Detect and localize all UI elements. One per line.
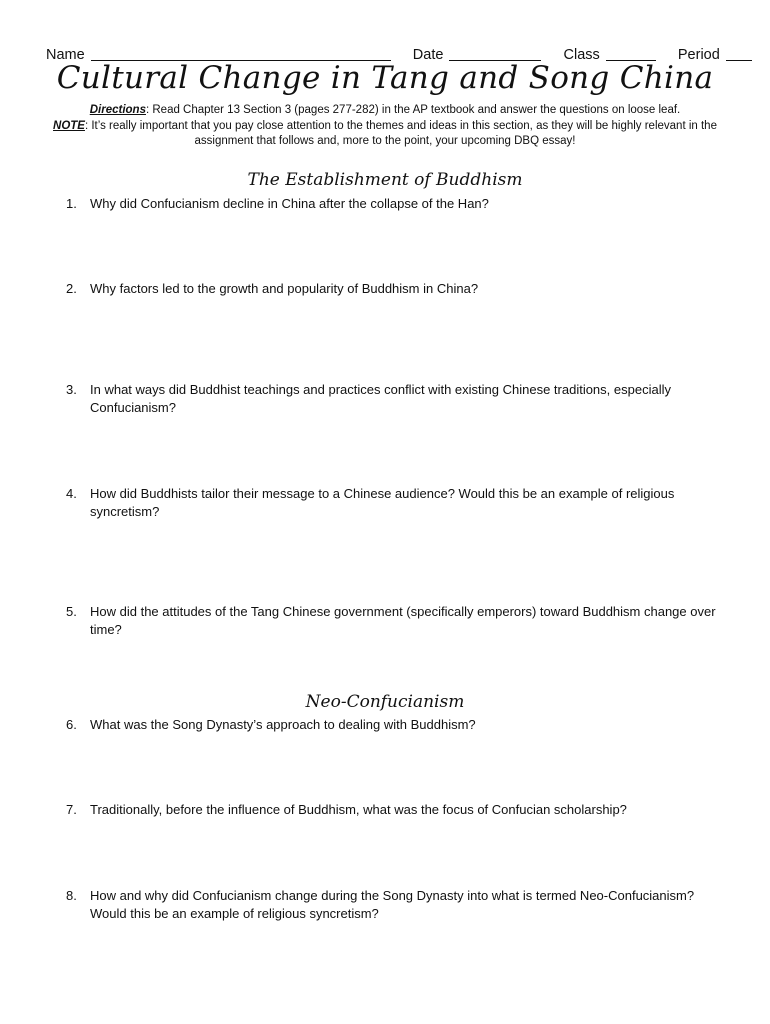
question-number: 5. [66,604,77,619]
section-heading-buddhism: The Establishment of Buddhism [247,170,523,190]
question-text: Why did Confucianism decline in China after the collapse of the Han? [90,196,489,211]
question-number: 8. [66,888,77,903]
question-text: Traditionally, before the influence of Buddhism, what was the focus of Confucian scholarship? [90,802,627,817]
date-label: Date [412,47,444,63]
note-text: : It’s really important that you pay close attention to the themes and ideas in this section, as they will be highly relevant in the assignment that follows and, more to the point, your upcoming DBQ essay! [84,119,717,147]
directions-block [50,103,720,150]
question-number: 3. [66,382,77,397]
question-text: In what ways did Buddhist teachings and practices conflict with existing Chinese traditions, especially Confucianism? [90,382,671,415]
question-text: Why factors led to the growth and popularity of Buddhism in China? [90,281,479,296]
question-item [66,195,726,213]
class-label: Class [563,47,600,63]
question-text: What was the Song Dynasty’s approach to dealing with Buddhism? [90,717,476,732]
question-item [66,381,726,417]
directions-text: : Read Chapter 13 Section 3 (pages 277-282) in the AP textbook and answer the questions on loose leaf. [145,104,681,116]
page-title: Cultural Change in Tang and Song China [56,60,714,96]
question-number: 6. [66,717,77,732]
question-item [66,716,726,734]
directions-key: Directions [89,104,146,116]
date-blank[interactable] [449,46,541,61]
question-text: How did the attitudes of the Tang Chinese government (specifically emperors) toward Buddhism change over time? [90,604,716,637]
question-item [66,801,726,819]
name-label: Name [46,47,85,63]
period-label: Period [677,47,720,63]
class-blank[interactable] [606,46,656,61]
question-number: 7. [66,802,77,817]
question-number: 4. [66,486,77,501]
question-text: How and why did Confucianism change during the Song Dynasty into what is termed Neo-Confucianism? Would this be an example of religious syncretism? [90,888,695,921]
question-item [66,280,726,298]
question-number: 2. [66,281,77,296]
question-item [66,887,726,923]
question-number: 1. [66,196,77,211]
question-item [66,603,726,639]
question-item [66,485,726,521]
name-blank[interactable] [91,46,391,61]
question-text: How did Buddhists tailor their message to a Chinese audience? Would this be an example of religious syncretism? [90,486,675,519]
section-heading-neo-confucianism: Neo-Confucianism [305,692,465,712]
note-key: NOTE [53,119,85,132]
period-blank[interactable] [726,46,752,61]
